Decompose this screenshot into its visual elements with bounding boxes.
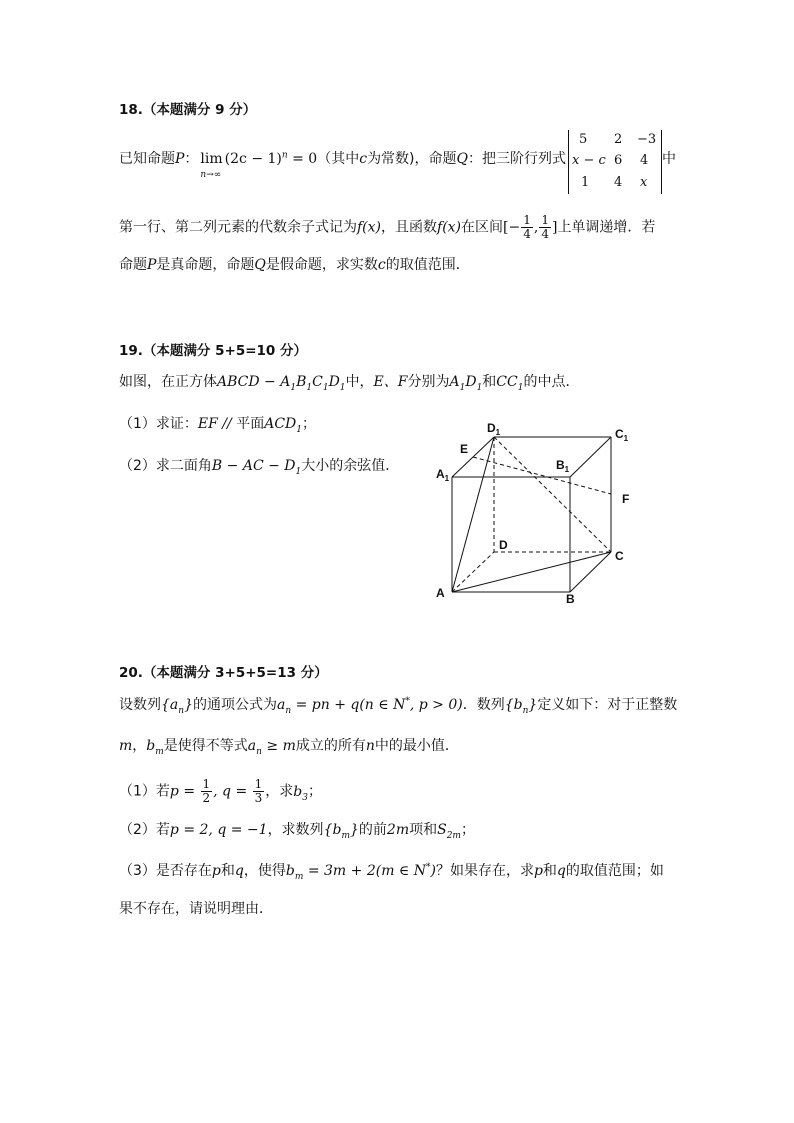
q18-text: ，且函数 (381, 219, 438, 236)
q20-text: 设数列 (119, 697, 161, 713)
q20-2m: 2m (386, 822, 410, 838)
q18-interval-open: [− (503, 219, 521, 236)
q18-lim-sub: n→∞ (200, 170, 222, 180)
frac-den: 4 (523, 227, 531, 241)
q19-plane: $ACD_1$ (264, 416, 302, 435)
q19-A1D1: $A_1D_1$ (449, 374, 483, 393)
q20-part1 (119, 778, 322, 805)
det-cell: 4 (614, 175, 623, 190)
edge-AD1 (452, 437, 494, 592)
q20-inequality: $a_n \ge m$ (247, 738, 296, 757)
q20-text: ； (308, 783, 322, 800)
q20-text: ，求 (265, 783, 294, 800)
q20-text: ， (132, 738, 147, 754)
q20-text: ．数列 (462, 697, 505, 713)
q20-var-p: p (533, 863, 543, 879)
q18-text: 命题 (119, 257, 147, 273)
q20-text: （2）若 (119, 822, 170, 838)
q18-fx: f(x) (437, 219, 462, 236)
q19-text: （1）求证： (119, 416, 198, 432)
q18-interval-close: ] (551, 219, 558, 236)
q20-line2 (119, 736, 459, 756)
q20-seq-bn: $\{b_n\}$ (504, 697, 538, 716)
det-cell: 2 (614, 132, 623, 147)
label-D: D (499, 538, 508, 552)
q18-lim-eq: = 0 (287, 151, 318, 167)
q18-line1-end: 中 (662, 151, 676, 167)
q20-fraction: $\frac{1}{3}$ (254, 777, 263, 805)
label-F: F (622, 492, 630, 506)
label-A1: $A_1$ (436, 467, 450, 483)
edge-B1C1 (570, 437, 611, 477)
q19-text: 和 (482, 374, 497, 390)
q18-text: 是假命题，求实数 (265, 257, 378, 273)
q18-lim-exp: n (281, 150, 288, 161)
q20-text: （1）若 (119, 783, 170, 800)
q18-text: 已知命题 (119, 151, 175, 167)
edge-AC (452, 552, 611, 592)
q20-seq-an: $\{a_n\}$ (161, 697, 193, 716)
q20-text: 的通项公式为 (192, 697, 277, 713)
q18-text: 是真命题，命题 (156, 257, 255, 273)
q18-var-c: c (359, 151, 368, 167)
q20-text: 的取值范围；如 (565, 863, 664, 879)
q19-cube: ABCD − $A_1B_1C_1D_1$ (217, 374, 346, 393)
edge-BC (570, 552, 611, 592)
q18-var-Q: Q (254, 257, 266, 273)
det-cell: x − c (572, 153, 606, 168)
frac-num: 1 (523, 213, 531, 227)
q20-text: ，求数列 (267, 822, 324, 838)
q19-text: 如图，在正方体 (119, 374, 217, 390)
hidden-AD (452, 552, 494, 592)
q19-text: 的中点． (523, 374, 580, 390)
q18-var-P: P (175, 151, 185, 167)
q18-var-Q: Q (456, 151, 469, 167)
q20-formula: $a_n$ = pn + q(n ∈ N*, p > 0) (276, 696, 463, 716)
q20-text: 和 (542, 863, 557, 879)
q19-EF: EF (197, 416, 218, 432)
q18-text: ：把三阶行列式 (468, 151, 567, 167)
q20-seq-bm: $\{b_m\}$ (323, 822, 359, 841)
q19-text: 中， (345, 374, 374, 390)
q20-title: 20.（本题满分 3+5+5=13 分） (119, 665, 328, 681)
q18-fx: f(x) (357, 219, 382, 236)
q20-var-m: m (119, 738, 133, 754)
label-C1: $C_1$ (615, 427, 629, 443)
label-B1: $B_1$ (556, 458, 570, 474)
q19-text: 分别为 (407, 374, 450, 390)
q20-var-q: q (556, 863, 566, 879)
q19-text: 平面 (236, 416, 265, 432)
q19-parallel: // (217, 416, 237, 432)
q18-text: ： (184, 151, 199, 167)
q18-title: 18.（本题满分 9 分） (119, 102, 257, 118)
q20-pq-values: p = 2, q = −1 (169, 822, 268, 838)
q18-text: 的取值范围． (385, 257, 470, 273)
q20-fraction: $\frac{1}{2}$ (202, 777, 211, 805)
q20-bm: $b_m$ (146, 738, 164, 757)
q19-dihedral: B − AC − $D_1$ (211, 458, 302, 477)
q20-text: 的前 (358, 822, 387, 838)
q20-var-n: n (365, 738, 375, 754)
q20-part3 (119, 861, 664, 881)
q20-text: 项和 (409, 822, 438, 838)
q18-text: 在区间 (461, 219, 504, 236)
q18-lim-word: lim (200, 151, 223, 167)
frac-num: 1 (541, 213, 549, 227)
det-cell: 5 (579, 132, 588, 147)
q20-var-q: q (234, 863, 244, 879)
frac-den: 4 (541, 227, 549, 241)
q20-var-p: p (211, 863, 221, 879)
q19-EF: E、F (373, 374, 408, 390)
det-cell: −3 (637, 132, 657, 147)
q20-line1 (119, 695, 677, 715)
det-cell: x (640, 175, 648, 190)
q20-text: 定义如下：对于正整数 (537, 697, 678, 713)
q20-text: 成立的所有 (295, 738, 366, 754)
q20-part3-line2: 果不存在，请说明理由． (119, 901, 273, 917)
det-cell: 1 (581, 175, 590, 190)
q19-title: 19.（本题满分 5+5=10 分） (119, 343, 308, 359)
q18-comma: , (533, 219, 539, 236)
q19-text: （2）求二面角 (119, 458, 212, 474)
q18-var-c: c (377, 257, 386, 273)
q20-p-eq: p = (169, 783, 200, 800)
label-B: B (566, 592, 575, 606)
q20-text: 中的最小值． (374, 738, 459, 754)
q20-text: （3）是否存在 (119, 863, 212, 879)
label-C: C (615, 549, 624, 563)
q20-text: 是使得不等式 (163, 738, 248, 754)
q20-S2m: $S_{2m}$ (437, 822, 461, 841)
q20-text: ； (460, 822, 475, 838)
q20-text: 和 (220, 863, 235, 879)
q18-text: 第一行、第二列元素的代数余子式记为 (119, 219, 357, 236)
label-E: E (460, 442, 469, 456)
q19-text: ； (301, 416, 316, 432)
label-A: A (436, 586, 445, 600)
q19-text: 大小的余弦值． (301, 458, 400, 474)
q20-bm-formula: $b_m = 3m + 2(m$ ∈ N*) (285, 862, 436, 882)
q20-text: ？如果存在，求 (435, 863, 534, 879)
q18-text: 为常数)，命题 (367, 151, 457, 167)
q18-var-P: P (147, 257, 157, 273)
q18-lim-expr: (2c − 1) (224, 151, 282, 167)
q18-text: （其中 (317, 151, 360, 167)
label-D1: $D_1$ (487, 421, 501, 437)
det-cell: 6 (614, 153, 623, 168)
q18-text: 上单调递增．若 (557, 219, 656, 236)
q20-q-eq: , q = (213, 783, 252, 800)
det-cell: 4 (640, 153, 649, 168)
q20-part2 (119, 820, 475, 840)
q20-b3: $b_3$ (293, 783, 308, 803)
q20-text: ，使得 (243, 863, 286, 879)
q19-CC1: $CC_1$ (496, 374, 524, 393)
